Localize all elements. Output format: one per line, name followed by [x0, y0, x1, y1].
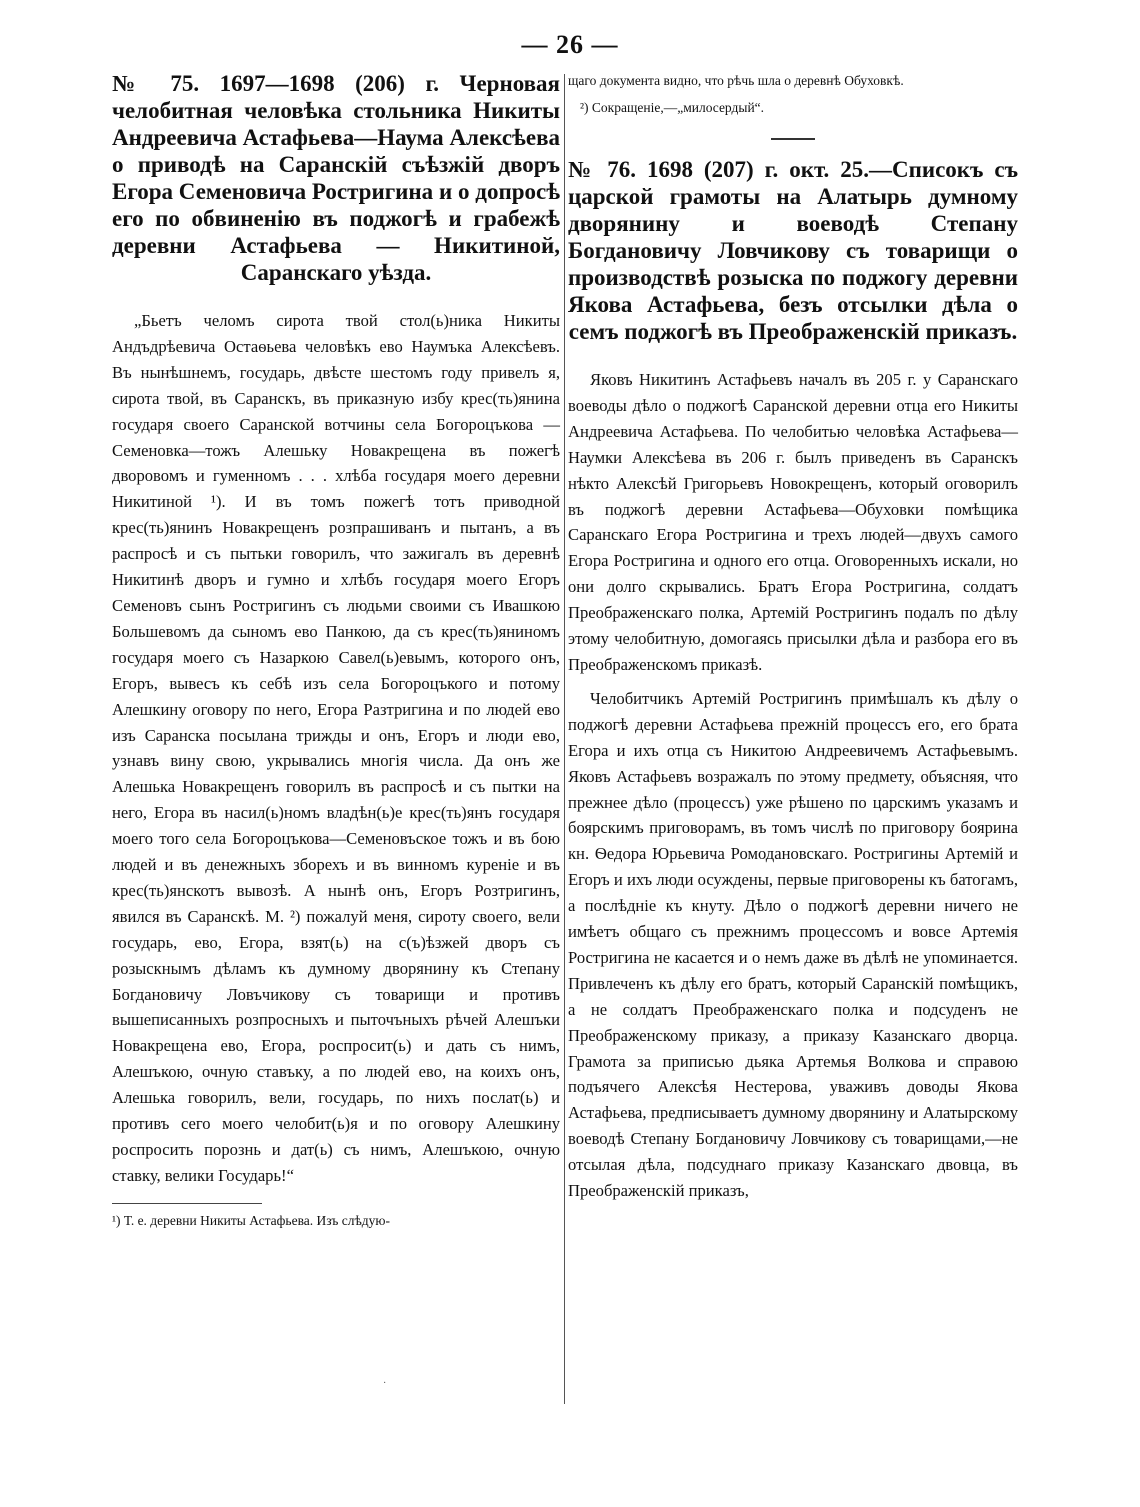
page-number: — 26 —: [521, 30, 619, 59]
petition-text: [112, 308, 560, 1189]
right-column: [568, 70, 1018, 1204]
document-76-heading: № 76. 1698 (207) г. окт. 25.—Списокъ съ царской грамоты на Алатырь думному дворянину и воеводѣ Степану Богдановичу Ловчикову съ товарищи о производствѣ розыска по поджогу деревни Якова Астафьева, безъ отсылки дѣла о семъ поджогѣ въ Преображенскій приказъ.: [568, 157, 1018, 344]
summary-paragraph-1: Яковъ Никитинъ Астафьевъ началъ въ 205 г. у Саранскаго воеводы дѣло о поджогѣ Саранской деревни отца его Никиты Андреевича Астафьева. По челобитью человѣка Астафьева—Наумки Алексѣева въ 206 г. былъ приведенъ въ Саранскъ нѣкто Алексѣй Григорьевъ Новокрещенъ, который оговорилъ въ поджогѣ деревни Астафьева—Обуховки помѣщика Саранскаго Егора Ростригина и трехъ людей—двухъ самого Егора Ростригина и одного его отца. Оговоренныхъ искали, но они долго скрывались. Братъ Егора Ростригина, солдатъ Преображенскаго полка, Артемій Ростригинъ подалъ по дѣлу этому челобитную, домогаясь присылки дѣла и разбора его въ Преображенскомъ приказѣ.: [568, 370, 1018, 674]
summary-paragraph-2: Челобитчикъ Артемій Ростригинъ примѣшалъ къ дѣлу о поджогѣ деревни Астафьева прежній процессъ его, его брата Егора и ихъ отца съ Никитою Андреевичемъ Астафьевымъ. Яковъ Астафьевъ возражалъ по этому предмету, объясняя, что прежнее дѣло (процессъ) уже рѣшено по царскимъ указамъ и боярскимъ приговорамъ, въ томъ числѣ по приговору боярина кн. Ѳедора Юрьевича Ромодановскаго. Ростригины Артемій и Егоръ и ихъ люди осуждены, первые приговорены къ батогамъ, а послѣдніе къ кнуту. Дѣло о поджогѣ деревни ничего не имѣетъ общаго съ прежнимъ процессомъ и вовсе Артемія Ростригина не касается и о немъ даже въ дѣлѣ не упоминается. Привлеченъ къ дѣлу его братъ, который Саранскій помѣщикъ, а не солдатъ Преображенскаго полка и подсуденъ не Преображенскому приказу, а приказу Казанскаго дворца. Грамота за приписью дьяка Артемья Волкова и справою подъячего Алексѣя Нестерова, уваживъ доводы Якова Астафьева, предписываетъ думному дворянину и Алатырскому воеводѣ Степану Богдановичу Ловчикову съ товарищами,—не отсылая дѣла, подсуднаго приказу Казанскаго двовца, въ Преображенскій приказъ,: [568, 688, 1018, 1201]
petition-paragraph: „Бьетъ челомъ сирота твой стол(ь)ника Никиты Андъдрѣевича Остаѳьева человѣкъ ево Наумъка Алексѣевъ. Въ нынѣшнемъ, государь, двѣсте шестомъ году привелъ я, сирота твой, въ Саранскъ, въ приказную избу крес(ть)янина государя своего Саранской вотчины села Богороцъкова —Семеновка—тожъ Алешьку Новакрещена въ пожегѣ дворовомъ и гуменномъ . . . хлѣба государя моего деревни Никитиной ¹). И въ томъ пожегѣ тотъ приводной крес(ть)янинъ Новакрещенъ розпрашиванъ и пытанъ, а въ распросѣ и съ пытьки говорилъ, что зажигалъ въ деревнѣ Никитинѣ дворъ и гумно и хлѣбъ государя моего Егоръ Семеновъ сынъ Ростригинъ съ людьми своими съ Ивашкою Большевомъ да сыномъ ево Панкою, да съ крес(ть)яниномъ государя моего съ Назаркою Савел(ь)евымъ, которого онъ, Егоръ, вывесъ къ себѣ изъ села Богороцъкого и потому Алешкину оговору по него, Егора Разтригина и по людей ево изъ Саранска посылана трижды и онъ, Егоръ и люди ево, узнавъ вину свою, укрывались многія числа. Да онъ же Алешька Новакрещенъ говорилъ въ распросѣ и съ пытки на него, Егора въ насил(ь)номъ владѣн(ь)е крес(ть)янъ государя моего того села Богороцъкова—Семеновъское тожъ и въ бою людей и въ денежныхъ зборехъ и въ винномъ куреніе и въ крес(ть)янскотъ вывозѣ. А нынѣ онъ, Егоръ Розтригинъ, явился въ Саранскѣ. М. ²) пожалуй меня, сироту своего, вели государь, ево, Егора, взят(ь) на с(ъ)ѣзжей дворъ съ розыскнымъ дѣламъ къ думному дворянину къ Степану Богдановичу Ловъчикову съ товарищи и противъ вышеписанныхъ розпросныхъ и пыточъныхъ рѣчей Алешъки Новакрещена ево, Егора, роспросит(ь) и дать съ нимъ, Алешъкою, очную ставъку, а по людей ево, на коихъ онъ, Алешька говорилъ, вели, государь, по нихъ послат(ь) и противъ сего моего челобит(ь)я и по оговору Алешкину роспросить порознь и дат(ь) съ нимъ, Алешъкою, очную ставку, велики Государь!“: [112, 311, 560, 1185]
footnote-2: ²) Сокращеніе,—„милосердый“.: [580, 100, 765, 115]
column-divider: [564, 74, 565, 1404]
footnote-1-continued: щаго документа видно, что рѣчь шла о деревнѣ Обуховкѣ.: [568, 73, 904, 88]
left-column: [112, 70, 560, 1231]
footnote-rule: [112, 1203, 262, 1204]
footnote-1: ¹) Т. е. деревни Никиты Астафьева. Изъ слѣдую-: [112, 1212, 390, 1228]
section-separator: [771, 138, 815, 140]
print-mark: ·: [383, 1378, 387, 1389]
summary-text: [568, 367, 1018, 1204]
document-75-heading: № 75. 1697—1698 (206) г. Черновая челобитная человѣка стольника Никиты Андреевича Астафьева—Наума Алексѣева о приводѣ на Саранскій съѣзжій дворъ Егора Семеновича Ростригина и о допросѣ его по обвиненію въ поджогѣ и грабежѣ деревни Астафьева — Никитиной, Саранскаго уѣзда.: [112, 71, 560, 285]
